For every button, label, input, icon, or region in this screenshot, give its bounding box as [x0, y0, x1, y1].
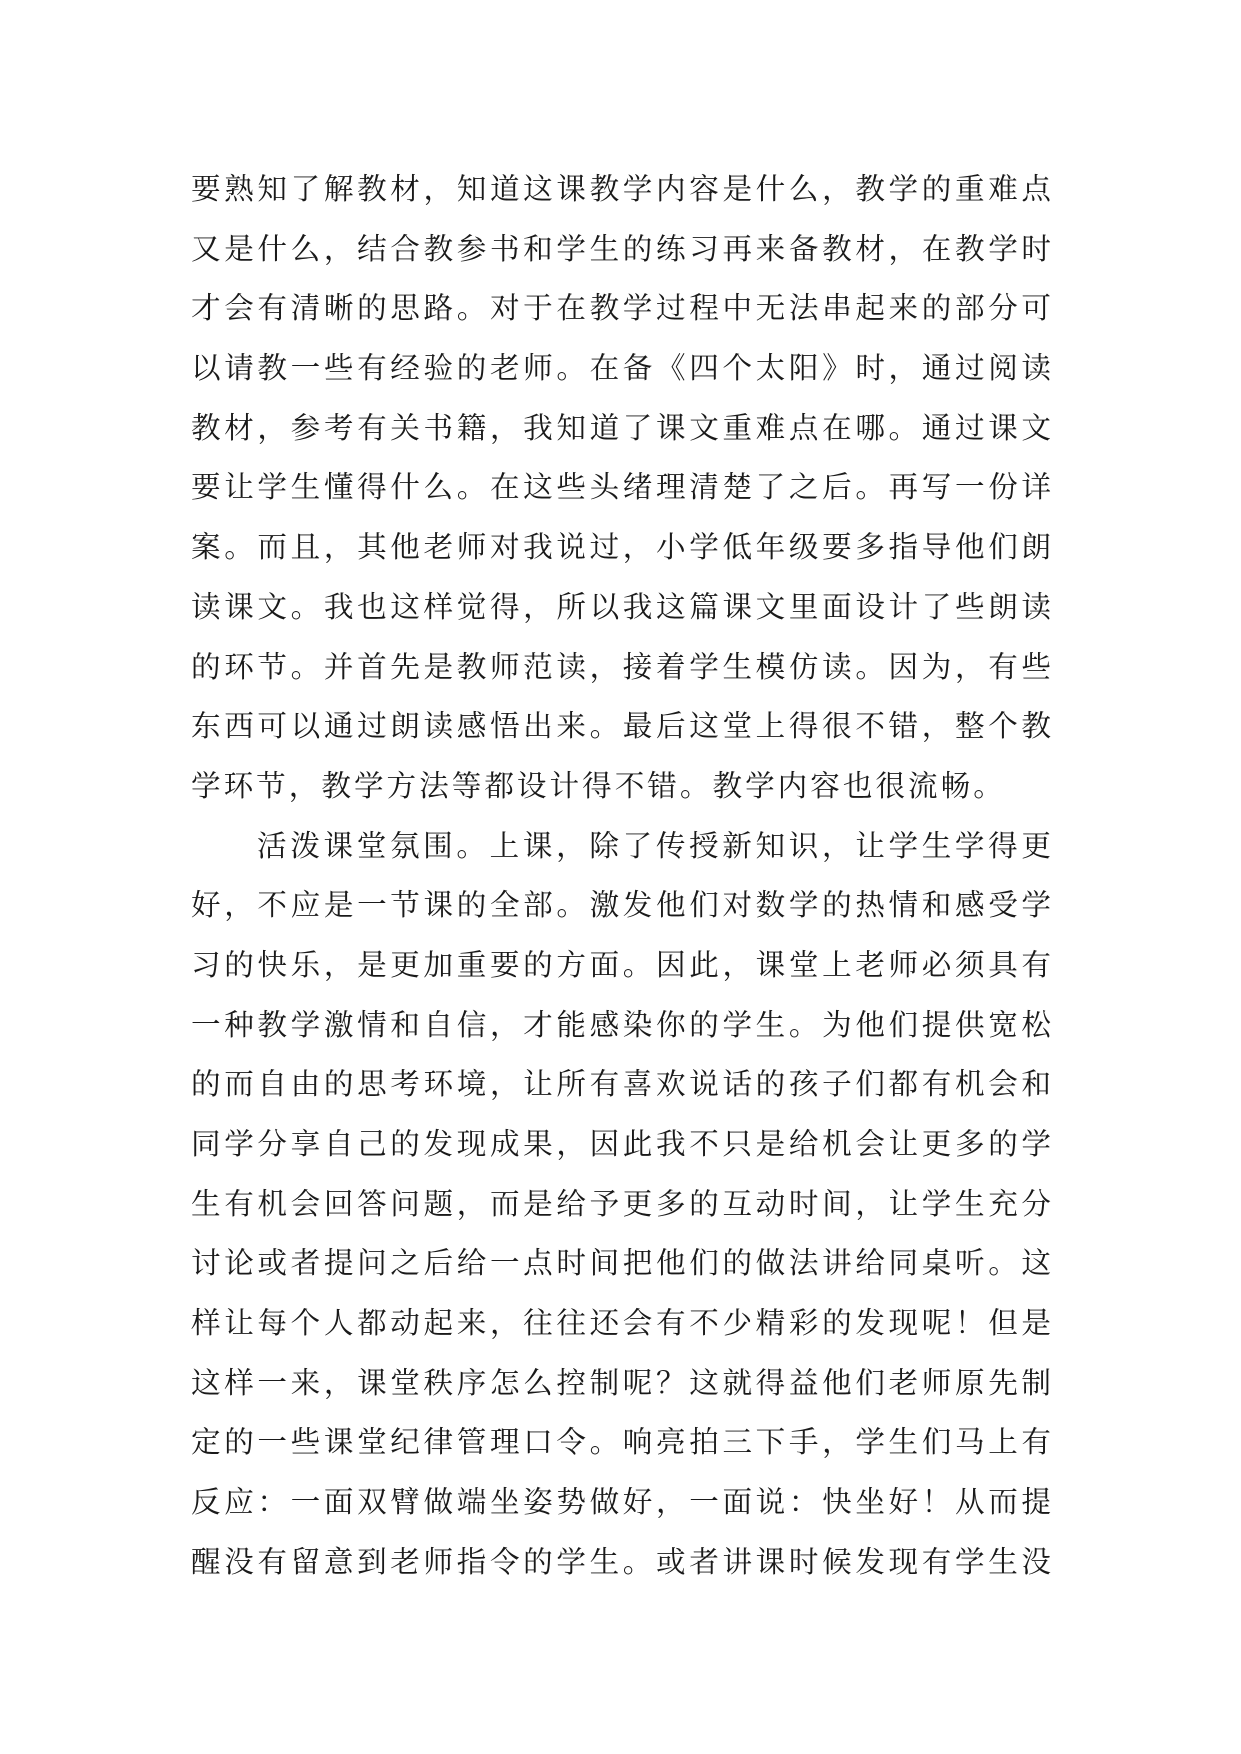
- text-line: 生有机会回答问题，而是给予更多的互动时间，让学生充分: [191, 1186, 1051, 1221]
- text-line: 样让每个人都动起来，往往还会有不少精彩的发现呢！但是: [191, 1306, 1051, 1341]
- text-line: 又是什么，结合教参书和学生的练习再来备教材，在教学时: [191, 231, 1051, 266]
- text-line: 才会有清晰的思路。对于在教学过程中无法串起来的部分可: [191, 291, 1051, 326]
- text-line: 这样一来，课堂秩序怎么控制呢？这就得益他们老师原先制: [191, 1365, 1051, 1400]
- text-line: 定的一些课堂纪律管理口令。响亮拍三下手，学生们马上有: [191, 1425, 1051, 1460]
- text-line: 要让学生懂得什么。在这些头绪理清楚了之后。再写一份详: [191, 470, 1051, 505]
- text-line: 好，不应是一节课的全部。激发他们对数学的热情和感受学: [191, 888, 1051, 923]
- text-line: 习的快乐，是更加重要的方面。因此，课堂上老师必须具有: [191, 947, 1051, 982]
- text-line: 教材，参考有关书籍，我知道了课文重难点在哪。通过课文: [191, 410, 1051, 445]
- text-line: 反应：一面双臂做端坐姿势做好，一面说：快坐好！从而提: [191, 1485, 1051, 1520]
- text-line: 学环节，教学方法等都设计得不错。教学内容也很流畅。: [191, 768, 1006, 803]
- text-line: 以请教一些有经验的老师。在备《四个太阳》时，通过阅读: [191, 351, 1051, 386]
- text-line: 读课文。我也这样觉得，所以我这篇课文里面设计了些朗读: [191, 589, 1051, 624]
- text-line: 东西可以通过朗读感悟出来。最后这堂上得很不错，整个教: [191, 709, 1051, 744]
- text-line: 醒没有留意到老师指令的学生。或者讲课时候发现有学生没: [191, 1544, 1051, 1579]
- paragraph-first-line: 活泼课堂氛围。上课，除了传授新知识，让学生学得更: [257, 828, 1051, 863]
- document-body: [191, 160, 1051, 1593]
- text-line: 的环节。并首先是教师范读，接着学生模仿读。因为，有些: [191, 649, 1051, 684]
- text-line: 案。而且，其他老师对我说过，小学低年级要多指导他们朗: [191, 530, 1051, 565]
- text-line: 一种教学激情和自信，才能感染你的学生。为他们提供宽松: [191, 1007, 1051, 1042]
- text-line: 同学分享自己的发现成果，因此我不只是给机会让更多的学: [191, 1127, 1051, 1161]
- text-line: 的而自由的思考环境，让所有喜欢说话的孩子们都有机会和: [191, 1067, 1051, 1102]
- text-line: 要熟知了解教材，知道这课教学内容是什么，教学的重难点: [191, 172, 1051, 206]
- text-line: 讨论或者提问之后给一点时间把他们的做法讲给同桌听。这: [191, 1246, 1051, 1281]
